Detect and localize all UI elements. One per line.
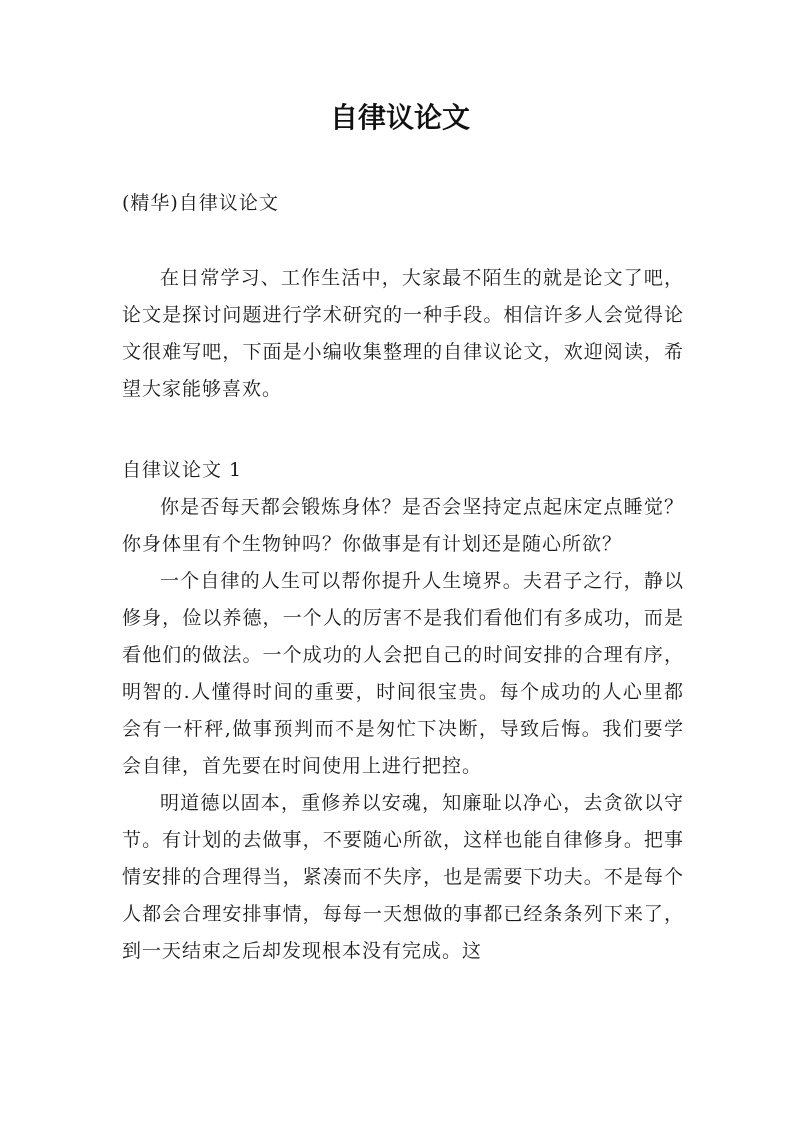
- section-body: [122, 489, 684, 970]
- body-paragraph: 一个自律的人生可以帮你提升人生境界。夫君子之行，静以修身，俭以养德，一个人的厉害不是我们看他们有多成功，而是看他们的做法。一个成功的人会把自己的时间安排的合理有序，明智的.人懂得时间的重要，时间很宝贵。每个成功的人心里都会有一杆秤,做事预判而不是匆忙下决断，导致后悔。我们要学会自律，首先要在时间使用上进行把控。: [122, 570, 684, 777]
- body-paragraph: 明道德以固本，重修养以安魂，知廉耻以净心，去贪欲以守节。有计划的去做事，不要随心所欲，这样也能自律修身。把事情安排的合理得当，紧凑而不失序，也是需要下功夫。不是每个人都会合理安排事情，每每一天想做的事都已经条条列下来了，到一天结束之后却发现根本没有完成。这: [122, 792, 684, 962]
- intro-paragraph: 在日常学习、工作生活中，大家最不陌生的就是论文了吧，论文是探讨问题进行学术研究的一种手段。相信许多人会觉得论文很难写吧，下面是小编收集整理的自律议论文，欢迎阅读，希望大家能够喜欢。: [122, 267, 684, 400]
- section-heading: 自律议论文 1: [122, 459, 243, 481]
- document-title: 自律议论文: [329, 101, 470, 134]
- document-subtitle: (精华)自律议论文: [122, 192, 279, 214]
- body-paragraph: 你是否每天都会锻炼身体？是否会坚持定点起床定点睡觉？你身体里有个生物钟吗？你做事是有计划还是随心所欲？: [122, 496, 684, 555]
